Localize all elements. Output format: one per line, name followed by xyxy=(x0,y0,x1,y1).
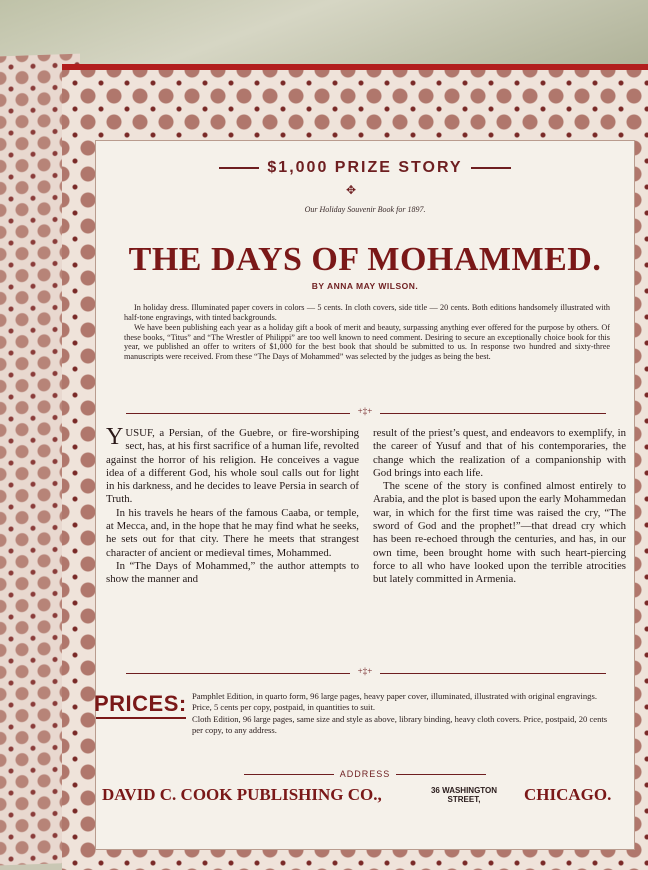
author-line: BY ANNA MAY WILSON. xyxy=(311,281,419,291)
divider-ornament-icon: +‡+ xyxy=(350,666,380,676)
address-heading xyxy=(96,769,634,779)
story-paragraph: result of the priest’s quest, and endeavors to exemplify, in the career of Yusuf and that of his contemporaries, the change which the realization of a companionship with God brings into each life. xyxy=(373,427,626,479)
street-address xyxy=(414,786,514,804)
intro-paragraph-1: In holiday dress. Illuminated paper covers in colors — 5 cents. In cloth covers, side title — 20 cents. Both editions handsomely illustrated with half-tone engravings, with tinted backgrounds. xyxy=(124,303,610,322)
publisher-name: DAVID C. COOK PUBLISHING CO., xyxy=(102,785,382,804)
city-name: CHICAGO. xyxy=(524,785,612,804)
story-paragraph: In his travels he hears of the famous Caaba, or temple, at Mecca, and, in the hope that he may find what he seeks, he sets out for that city. There he meets that strangest character of ancient or medieval times, Mohammed. xyxy=(106,506,359,559)
address-rule-right xyxy=(396,774,486,775)
document-page xyxy=(95,140,635,850)
address-rule-left xyxy=(244,774,334,775)
street-line-1: WASHINGTON xyxy=(442,786,498,795)
drop-cap: Y xyxy=(106,424,124,450)
address-label: ADDRESS xyxy=(339,769,391,779)
ornament-icon: ✥ xyxy=(345,183,357,197)
prices-underline xyxy=(96,717,186,719)
divider-ornament-icon: +‡+ xyxy=(350,406,380,416)
book-title: THE DAYS OF MOHAMMED. xyxy=(128,241,602,278)
story-summary xyxy=(106,424,626,667)
divider-top xyxy=(126,406,606,420)
souvenir-subtitle: Our Holiday Souvenir Book for 1897. xyxy=(304,205,426,214)
prize-heading xyxy=(96,159,634,177)
prices-details xyxy=(192,691,616,737)
story-paragraph: YUSUF, a Persian, of the Guebre, or fire-worshiping sect, has, at his first sacrifice of a human life, revolted against the horror of his religion. He conceives a vague idea of a different God, his whole soul calls out for light in his darkness, and he decides to leave Persia in search of Truth. xyxy=(106,424,359,506)
story-column-left xyxy=(106,424,359,667)
heading-rule-left xyxy=(219,167,259,169)
street-number: 36 xyxy=(430,786,440,795)
prize-heading-text: $1,000 PRIZE STORY xyxy=(267,159,463,176)
story-paragraph: The scene of the story is confined almost entirely to Arabia, and the plot is based upon the early Mohammedan war, in which for the first time was raised the cry, “The sword of God and the prophet!”—that dread cry which has been re-echoed through the centuries, and has, in our own time, been brought home with such heart-piercing force to all who have looked upon the terrible atrocities but lately committed in Armenia. xyxy=(373,480,626,586)
story-paragraph: In “The Days of Mohammed,” the author attempts to show the manner and xyxy=(106,559,359,586)
story-column-right xyxy=(373,427,626,667)
intro-text xyxy=(124,303,610,363)
intro-paragraph-2: We have been publishing each year as a holiday gift a book of merit and beauty, surpassing anything ever offered for the purpose by others. Of these books, “Titus” and “The Wrestler of Philippi” are too well known to need comment. Desiring to secure an exceptionally choice book for this year, we published an offer to writers of $1,000 for the best book that should be submitted to us. In response two hundred and sixty-three manuscripts were received. From these “The Days of Mohammed” was selected by the judges as being the best. xyxy=(124,323,610,361)
background-surface xyxy=(0,0,648,70)
heading-rule-right xyxy=(471,167,511,169)
divider-bottom xyxy=(126,666,606,676)
pamphlet-edition: Pamphlet Edition, in quarto form, 96 large pages, heavy paper cover, illuminated, illustrated with original engravings. Price, 5 cents per copy, postpaid, in quantities to suit. xyxy=(192,691,597,712)
street-line-2: STREET, xyxy=(447,795,481,804)
cloth-edition: Cloth Edition, 96 large pages, same size and style as above, library binding, heavy cloth covers. Price, postpaid, 20 cents per copy, to any address. xyxy=(192,714,608,735)
prices-label: PRICES: xyxy=(94,691,187,716)
